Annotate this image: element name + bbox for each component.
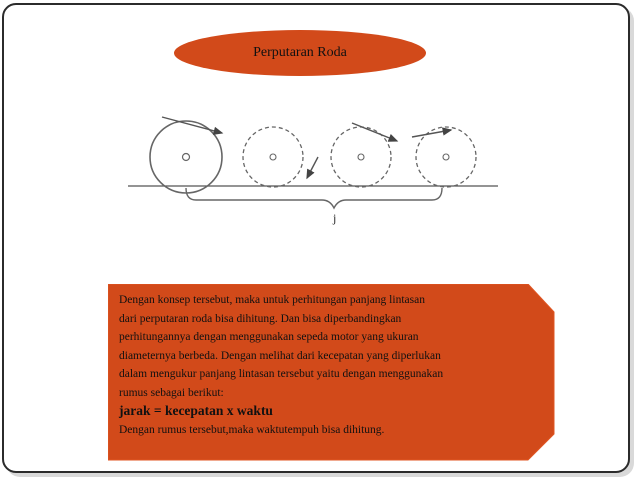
body-line: perhitungannya dengan menggunakan sepeda motor yang ukuran [119, 331, 419, 343]
wheel-axle [443, 154, 449, 160]
wheel-dashed-1 [243, 127, 303, 187]
distance-label: j [333, 211, 337, 225]
body-line: Dengan konsep tersebut, maka untuk perhitungan panjang lintasan [119, 294, 425, 306]
wheel-axle [358, 154, 364, 160]
rotation-arrow [307, 157, 318, 178]
rotation-arrow [412, 130, 451, 137]
wheel-dashed-3 [416, 127, 476, 187]
body-line: dari perputaran roda bisa dihitung. Dan bisa diperbandingkan [119, 312, 402, 325]
body-line: dalam mengukur panjang lintasan tersebut yaitu dengan menggunakan [119, 368, 444, 380]
rotation-arrow [352, 123, 397, 141]
wheel-dashed-2 [331, 127, 391, 187]
wheel-solid [150, 121, 222, 193]
body-line: diameternya berbeda. Dengan melihat dari kecepatan yang diperlukan [119, 349, 441, 362]
wheel-axle [183, 154, 190, 161]
slide-title: Perputaran Roda [253, 45, 347, 60]
closing-line: Dengan rumus tersebut,maka waktutempuh bisa dihitung. [119, 423, 385, 436]
formula: jarak = kecepatan x waktu [119, 403, 273, 418]
distance-brace [186, 188, 442, 208]
body-line: rumus sebagai berikut: [119, 386, 224, 399]
wheel-axle [270, 154, 276, 160]
